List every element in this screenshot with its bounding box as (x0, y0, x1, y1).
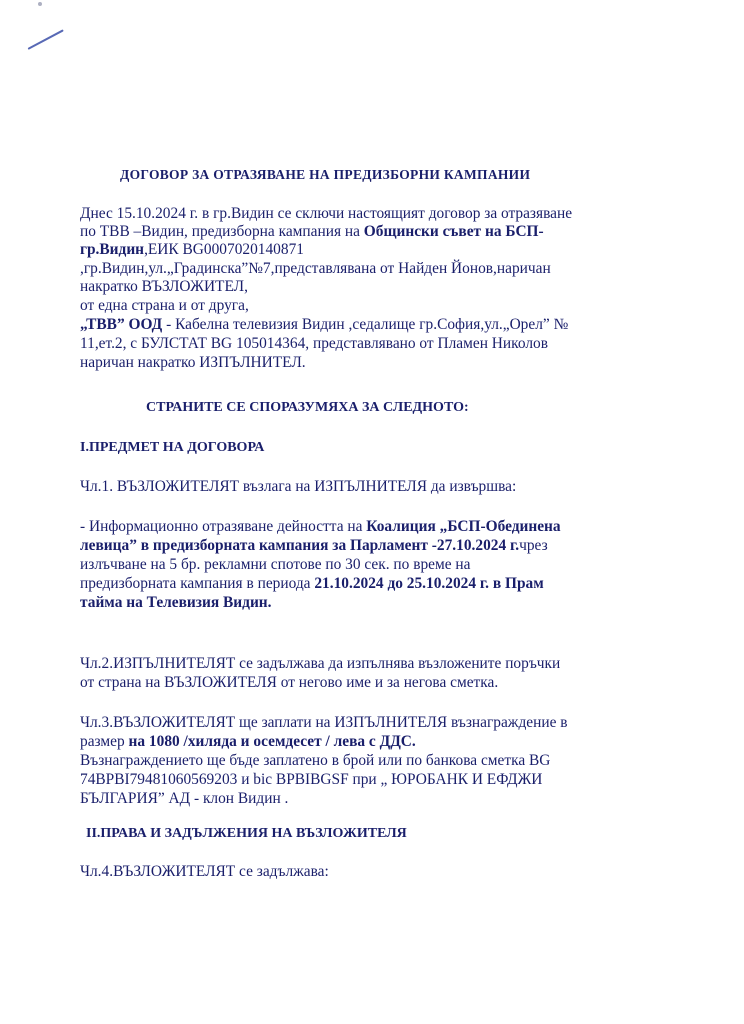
intro-line-5: накратко ВЪЗЛОЖИТЕЛ, (80, 278, 248, 295)
subject-line-5: тайма на Телевизия Видин. (80, 594, 272, 611)
agreement-heading: СТРАНИТЕ СЕ СПОРАЗУМЯХА ЗА СЛЕДНОТО: (146, 400, 469, 415)
contractor-address: - Кабелна телевизия Видин ,седалище гр.София,ул.„Орел” № (162, 316, 569, 333)
article-3-line-3: Възнаграждението ще бъде заплатено в брой или по банкова сметка BG (80, 752, 551, 769)
section-2-heading: II.ПРАВА И ЗАДЪЛЖЕНИЯ НА ВЪЗЛОЖИТЕЛЯ (86, 826, 407, 841)
amount-bold: на 1080 /хиляда и осемдесет / лева с ДДС. (128, 733, 416, 750)
article-2-line-1: Чл.2.ИЗПЪЛНИТЕЛЯТ се задължава да изпълнява възложените поръчки (80, 655, 561, 672)
pen-mark (28, 29, 64, 50)
intro-line-7 (80, 316, 568, 334)
article-2-line-2: от страна на ВЪЗЛОЖИТЕЛЯ от негово име и за негова сметка. (80, 674, 499, 691)
period-bold: 21.10.2024 до 25.10.2024 г. в Прам (314, 575, 544, 592)
intro-line-2 (80, 223, 544, 241)
party-city-bold: гр.Видин (80, 241, 145, 258)
subject-line-3: излъчване на 5 бр. рекламни спотове по 30 сек. по време на (80, 556, 471, 573)
contractor-name-bold: „ТВВ” ООД (80, 316, 163, 333)
subject-line-1-text: - Информационно отразяване дейността на (80, 518, 367, 535)
subject-line-4 (80, 575, 544, 593)
intro-line-1: Днес 15.10.2024 г. в гр.Видин се сключи настоящият договор за отразяване (80, 205, 573, 222)
intro-line-9: наричан накратко ИЗПЪЛНИТЕЛ. (80, 354, 306, 371)
coalition-name-bold: Коалиция „БСП-Обединена (366, 518, 561, 535)
section-1-heading: I.ПРЕДМЕТ НА ДОГОВОРА (80, 440, 265, 455)
article-3-line-1: Чл.3.ВЪЗЛОЖИТЕЛЯТ ще заплати на ИЗПЪЛНИТЕЛЯ възнаграждение в (80, 714, 568, 731)
article-3-line-2-text: размер (80, 733, 129, 750)
contract-title: ДОГОВОР ЗА ОТРАЗЯВАНЕ НА ПРЕДИЗБОРНИ КАМПАНИИ (120, 167, 531, 182)
article-3-line-4: 74BPBI79481060569203 и bic BPBIBGSF при „ ЮРОБАНК И ЕФДЖИ (80, 771, 543, 788)
intro-line-2-text: по ТВВ –Видин, предизборна кампания на (80, 223, 364, 240)
intro-line-3 (80, 241, 304, 259)
campaign-bold: левица” в предизборната кампания за Парламент -27.10.2024 г. (80, 537, 520, 554)
intro-line-8: 11,ет.2, с БУЛСТАТ BG 105014364, представлявано от Пламен Николов (80, 335, 548, 352)
subject-line-2 (80, 537, 548, 555)
eik-number: ,ЕИК BG0007020140871 (144, 241, 304, 258)
scan-speck (38, 2, 42, 6)
subject-line-2-tail: чрез (519, 537, 548, 554)
subject-line-1 (80, 518, 561, 536)
article-3-line-2 (80, 733, 416, 751)
intro-line-6: от една страна и от друга, (80, 297, 249, 314)
party-name-bold: Общински съвет на БСП- (363, 223, 544, 240)
intro-line-4: ,гр.Видин,ул.„Градинска”№7,представлявана от Найден Йонов,наричан (80, 260, 551, 277)
article-4: Чл.4.ВЪЗЛОЖИТЕЛЯТ се задължава: (80, 863, 329, 880)
article-1: Чл.1. ВЪЗЛОЖИТЕЛЯТ възлага на ИЗПЪЛНИТЕЛЯ да извършва: (80, 478, 517, 495)
subject-line-4-text: предизборната кампания в периода (80, 575, 315, 592)
article-3-line-5: БЪЛГАРИЯ” АД - клон Видин . (80, 790, 289, 807)
